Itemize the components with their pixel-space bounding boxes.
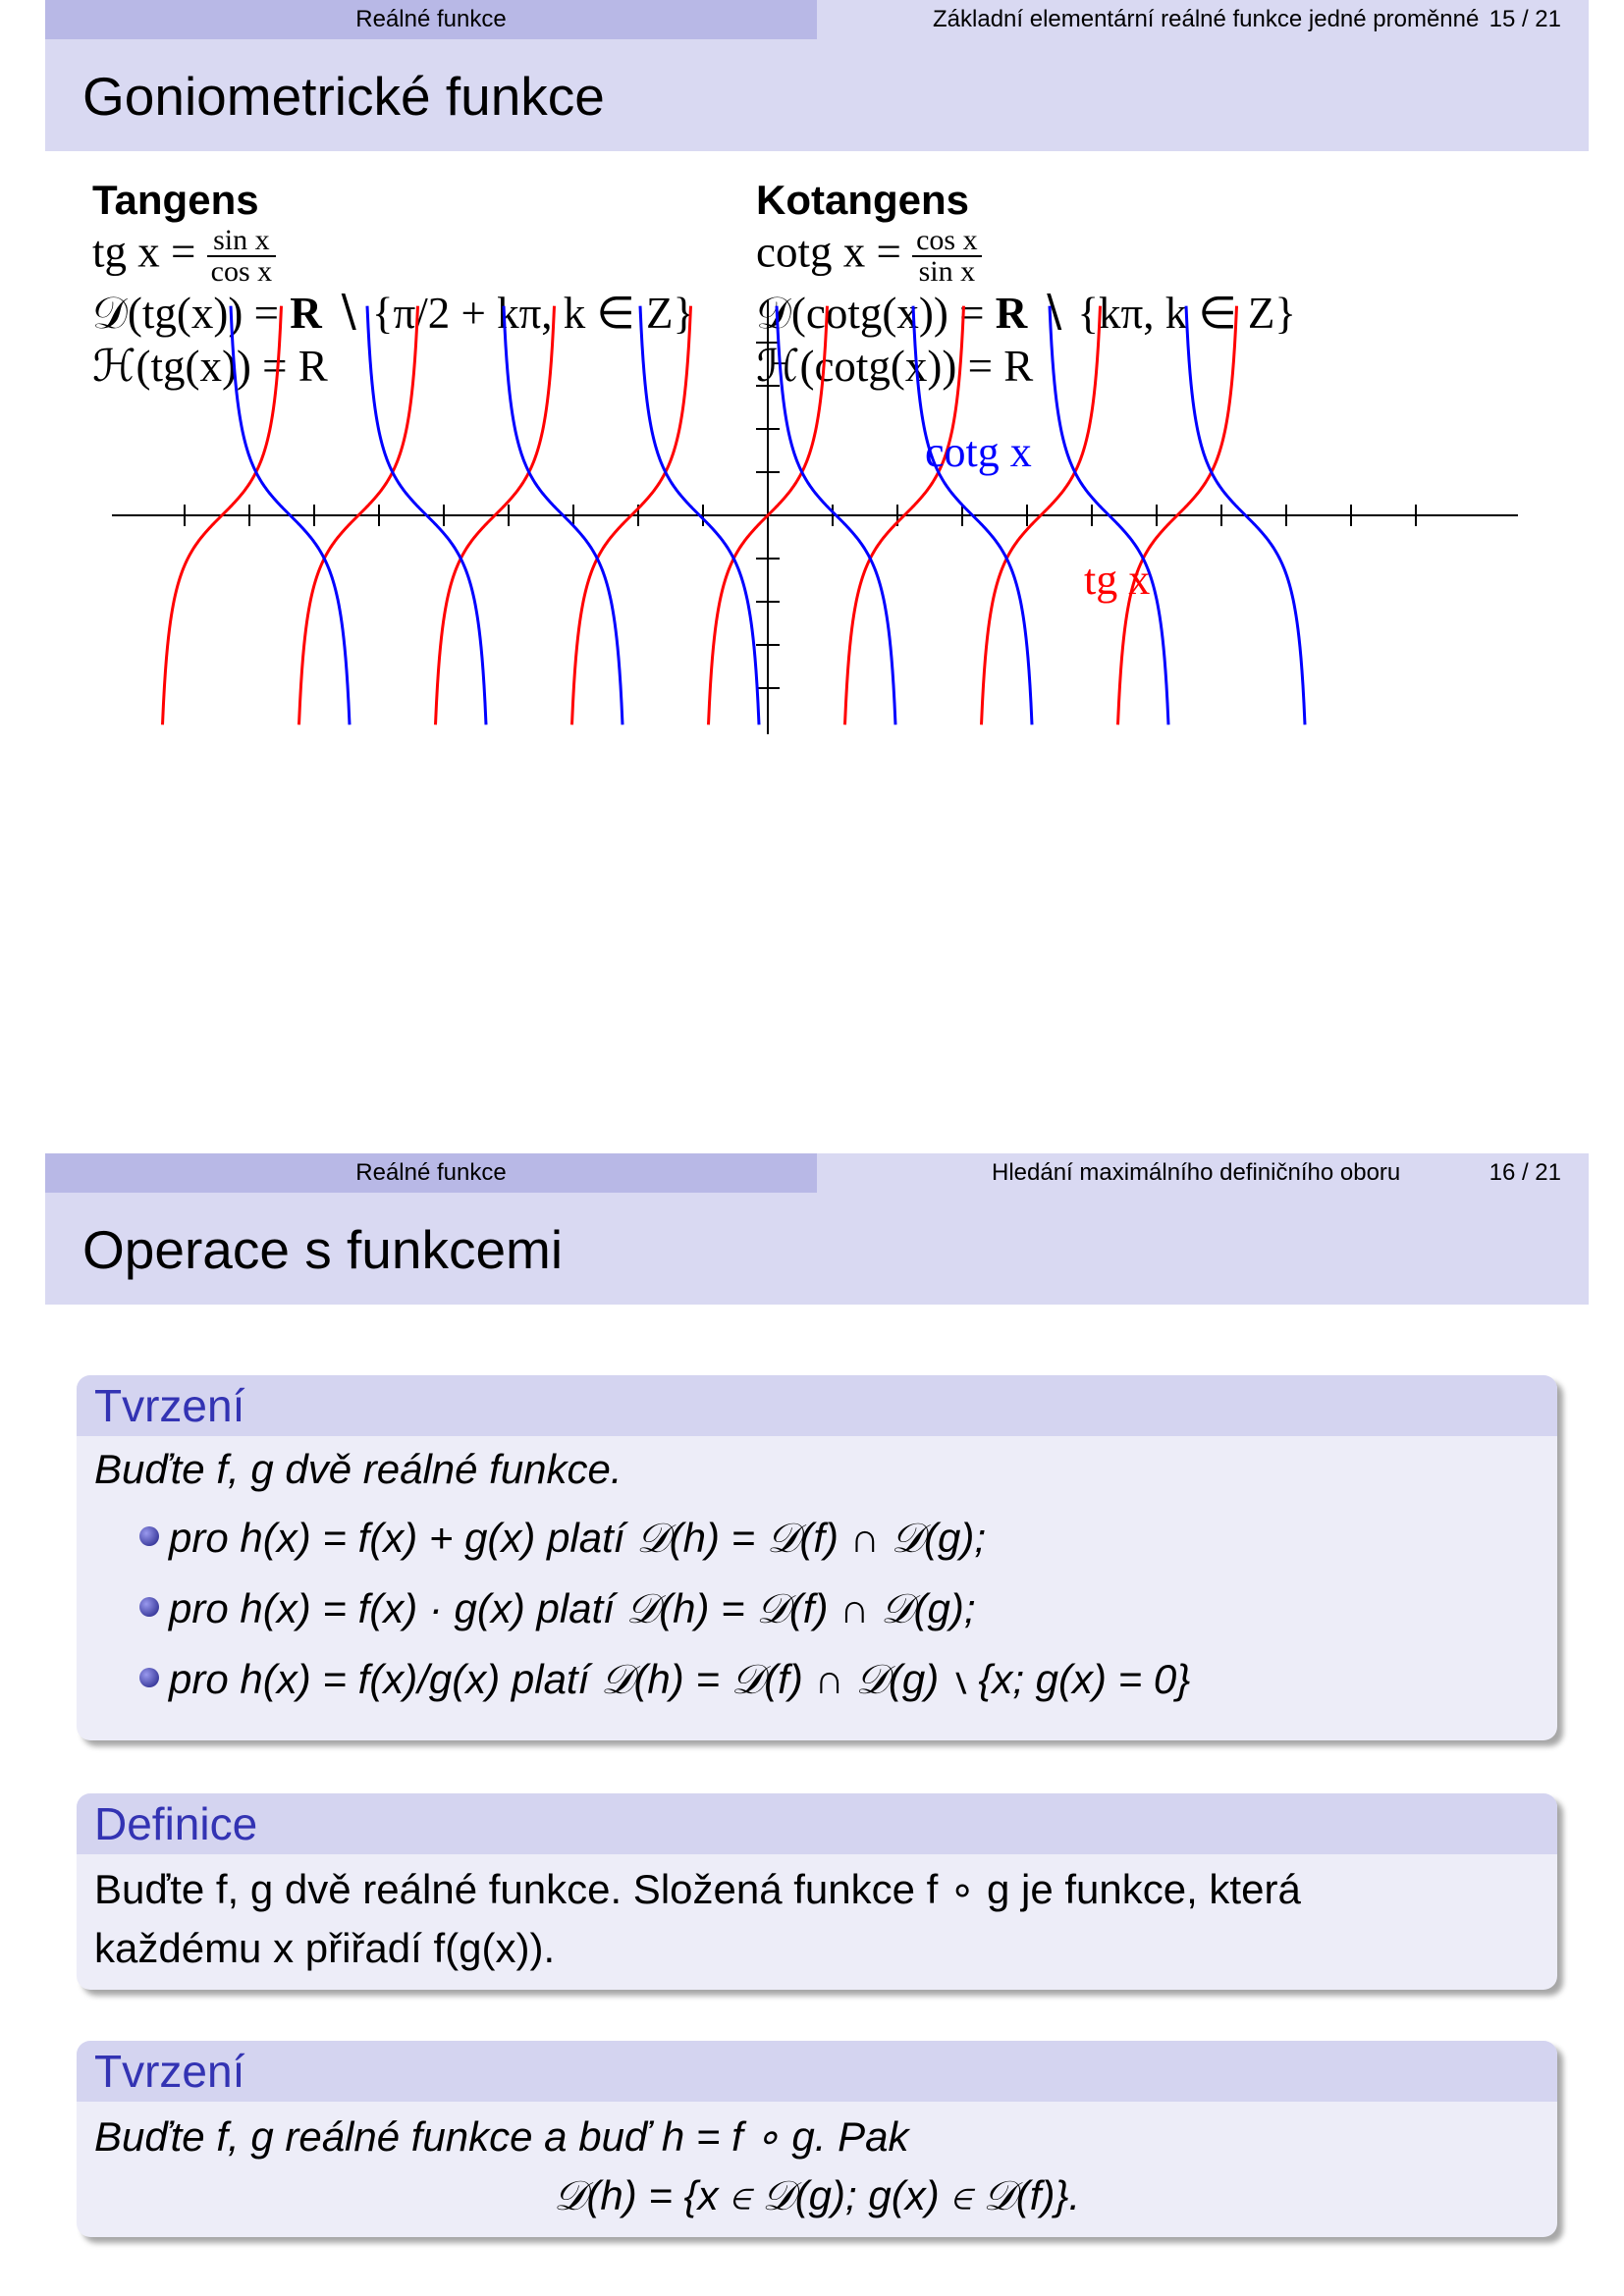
box-title: Tvrzení xyxy=(77,1375,1557,1436)
bullet-icon xyxy=(139,1526,159,1546)
tangens-heading: Tangens xyxy=(92,177,259,223)
slide-15 xyxy=(45,0,1589,1148)
header-subsection: Hledání maximálního definičního oboru xyxy=(992,1159,1401,1186)
theorem-box-1 xyxy=(77,1375,1557,1740)
list-item: pro h(x) = f(x)/g(x) platí 𝒟(h) = 𝒟(f) ∩ 𝒟(g) ∖ {x; g(x) = 0} xyxy=(169,1656,1191,1702)
slide-title-bar xyxy=(45,1193,1589,1305)
tangens-definition: tg x = $\frac{\text{sin x}}{\text{cos x}}$ xyxy=(92,226,760,287)
definition-box xyxy=(77,1793,1557,1990)
kotangens-range: ℋ(cotg(x)) = R xyxy=(756,342,1034,391)
theorem-box-2 xyxy=(77,2041,1557,2237)
slide-header xyxy=(45,0,1589,39)
kotangens-domain: 𝒟(cotg(x)) = R ∖ {kπ, k ∈ Z} xyxy=(756,289,1296,338)
tangens-range: ℋ(tg(x)) = R xyxy=(92,342,328,391)
tg-cotg-graph xyxy=(45,294,1589,962)
list-item: pro h(x) = f(x) + g(x) platí 𝒟(h) = 𝒟(f) ∩ 𝒟(g); xyxy=(169,1515,987,1561)
slide-title: Operace s funkcemi xyxy=(82,1219,564,1280)
header-section: Reálné funkce xyxy=(45,0,817,39)
bullet-icon xyxy=(139,1597,159,1617)
kotangens-heading: Kotangens xyxy=(756,177,970,223)
header-subsection: Základní elementární reálné funkce jedné proměnné xyxy=(933,6,1480,32)
page-number: 16 / 21 xyxy=(1489,1159,1561,1186)
tangens-domain: 𝒟(tg(x)) = R ∖ {π/2 + kπ, k ∈ Z} xyxy=(92,289,695,338)
kotangens-definition: cotg x = $\frac{\text{cos x}}{\text{sin x}}$ xyxy=(756,226,1502,287)
cotg-label: cotg x xyxy=(925,428,1032,476)
page-number: 15 / 21 xyxy=(1489,6,1561,32)
theorem-formula: 𝒟(h) = {x ∈ 𝒟(g); g(x) ∈ 𝒟(f)}. xyxy=(553,2172,1081,2218)
list-item: pro h(x) = f(x) · g(x) platí 𝒟(h) = 𝒟(f) ∩ 𝒟(g); xyxy=(169,1585,976,1631)
slide-16 xyxy=(45,1153,1589,2296)
graph-axes xyxy=(112,299,1518,734)
definition-line: každému x přiřadí f(g(x)). xyxy=(94,1925,556,1971)
slide-title: Goniometrické funkce xyxy=(82,66,605,127)
theorem-intro: Buďte f, g dvě reálné funkce. xyxy=(94,1446,623,1492)
header-section: Reálné funkce xyxy=(45,1153,817,1193)
box-title: Definice xyxy=(77,1793,1557,1854)
definition-line: Buďte f, g dvě reálné funkce. Složená funkce f ∘ g je funkce, která xyxy=(94,1866,1301,1912)
box-title: Tvrzení xyxy=(77,2041,1557,2102)
tg-label: tg x xyxy=(1084,556,1151,604)
slide-title-bar xyxy=(45,39,1589,151)
bullet-icon xyxy=(139,1668,159,1687)
slide-header xyxy=(45,1153,1589,1193)
theorem-line: Buďte f, g reálné funkce a buď h = f ∘ g. Pak xyxy=(94,2113,909,2160)
